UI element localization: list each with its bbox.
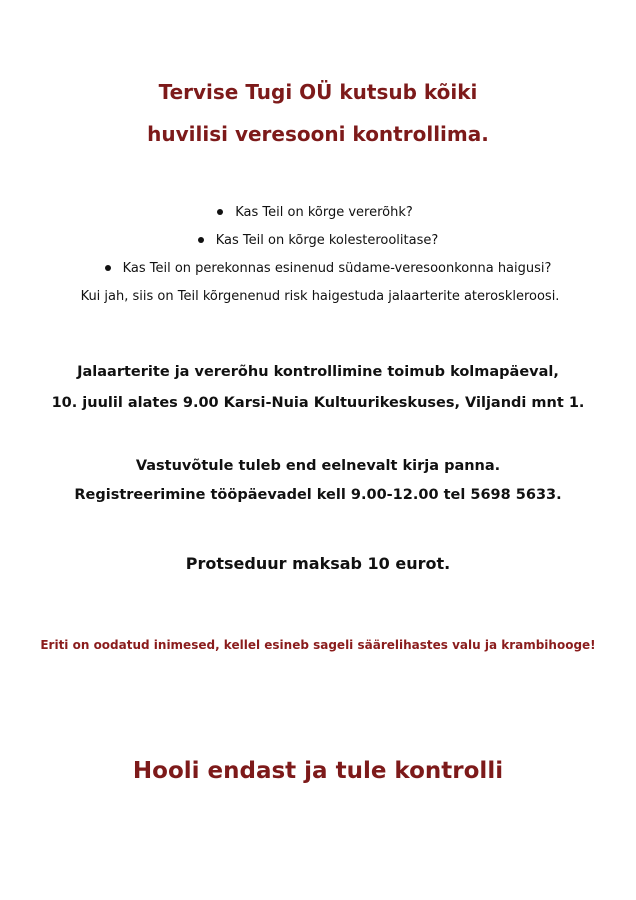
heading-line-2: huvilisi veresooni kontrollima. — [147, 122, 489, 146]
event-line-2: 10. juulil alates 9.00 Karsi-Nuia Kultuurikeskuses, Viljandi mnt 1. — [51, 395, 585, 411]
question-item-2 — [0, 233, 636, 248]
question-item-1 — [0, 205, 633, 220]
question-item-3 — [10, 261, 636, 276]
event-line-1: Jalaarterite ja vererõhu kontrollimine toimub kolmapäeval, — [77, 364, 559, 380]
price-text: Protseduur maksab 10 eurot. — [185, 554, 451, 573]
registration-line-1: Vastuvõtule tuleb end eelnevalt kirja panna. — [135, 458, 501, 474]
question-text: Kas Teil on perekonnas esinenud südame-veresoonkonna haigusi? — [122, 261, 552, 276]
bullet-icon — [198, 237, 204, 243]
question-text: Kas Teil on kõrge kolesteroolitase? — [215, 233, 439, 248]
bullet-icon — [217, 209, 223, 215]
risk-statement: Kui jah, siis on Teil kõrgenenud risk haigestuda jalaarterite ateroskleroosi. — [80, 289, 560, 304]
registration-line-2: Registreerimine tööpäevadel kell 9.00-12.00 tel 5698 5633. — [74, 487, 562, 503]
bullet-icon — [105, 265, 111, 271]
closing-slogan: Hooli endast ja tule kontrolli — [132, 758, 504, 784]
heading-line-1: Tervise Tugi OÜ kutsub kõiki — [158, 80, 478, 104]
question-text: Kas Teil on kõrge vererõhk? — [235, 205, 413, 220]
special-note: Eriti on oodatud inimesed, kellel esineb sageli säärelihastes valu ja krambihooge! — [40, 638, 596, 652]
